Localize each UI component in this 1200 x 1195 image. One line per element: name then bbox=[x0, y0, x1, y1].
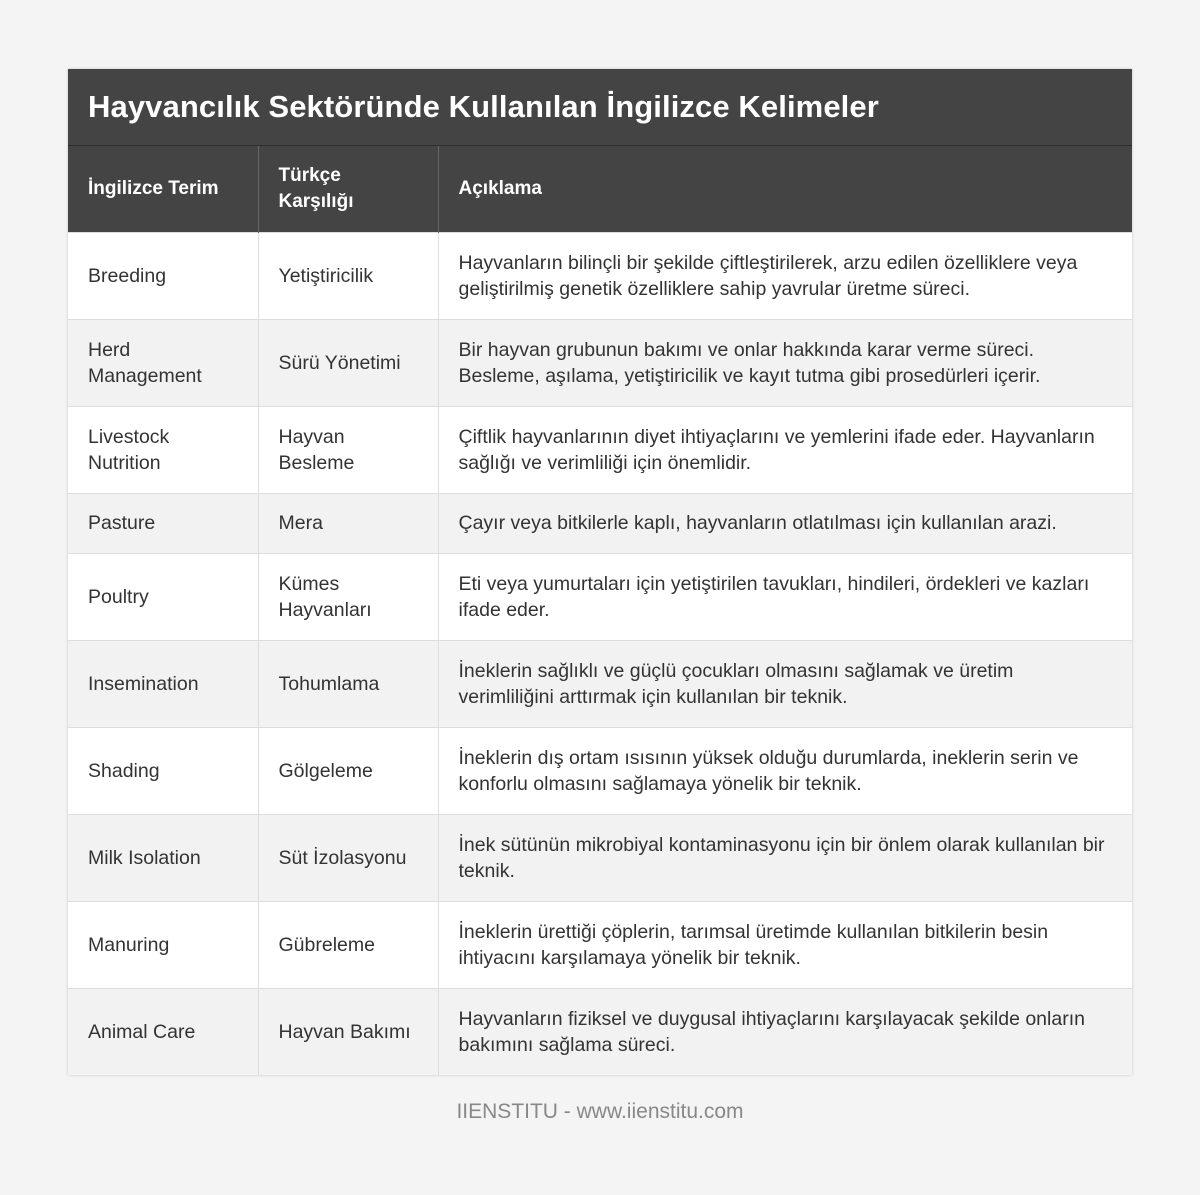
english-term-cell: Livestock Nutrition bbox=[68, 407, 258, 494]
english-term-cell: Pasture bbox=[68, 494, 258, 554]
table-row bbox=[68, 554, 1132, 641]
vocabulary-table bbox=[68, 146, 1132, 1075]
column-header-description: Açıklama bbox=[438, 146, 1132, 233]
column-header-turkish-equivalent: Türkçe Karşılığı bbox=[258, 146, 438, 233]
english-term-cell: Insemination bbox=[68, 641, 258, 728]
description-cell: Çayır veya bitkilerle kaplı, hayvanların otlatılması için kullanılan arazi. bbox=[438, 494, 1132, 554]
description-cell: Hayvanların fiziksel ve duygusal ihtiyaçlarını karşılayacak şekilde onların bakımını sağlama süreci. bbox=[438, 989, 1132, 1076]
description-cell: İneklerin dış ortam ısısının yüksek olduğu durumlarda, ineklerin serin ve konforlu olmasını sağlamaya yönelik bir teknik. bbox=[438, 728, 1132, 815]
table-row bbox=[68, 728, 1132, 815]
description-cell: Hayvanların bilinçli bir şekilde çiftleştirilerek, arzu edilen özelliklere veya geliştirilmiş genetik özelliklere sahip yavrular üretme süreci. bbox=[438, 233, 1132, 320]
english-term-cell: Breeding bbox=[68, 233, 258, 320]
turkish-term-cell: Kümes Hayvanları bbox=[258, 554, 438, 641]
english-term-cell: Herd Management bbox=[68, 320, 258, 407]
turkish-term-cell: Hayvan Bakımı bbox=[258, 989, 438, 1076]
table-row bbox=[68, 989, 1132, 1076]
english-term-cell: Poultry bbox=[68, 554, 258, 641]
turkish-term-cell: Sürü Yönetimi bbox=[258, 320, 438, 407]
table-row bbox=[68, 320, 1132, 407]
turkish-term-cell: Gübreleme bbox=[258, 902, 438, 989]
description-cell: İnek sütünün mikrobiyal kontaminasyonu için bir önlem olarak kullanılan bir teknik. bbox=[438, 815, 1132, 902]
english-term-cell: Shading bbox=[68, 728, 258, 815]
description-cell: Çiftlik hayvanlarının diyet ihtiyaçlarını ve yemlerini ifade eder. Hayvanların sağlığı ve verimliliği için önemlidir. bbox=[438, 407, 1132, 494]
description-cell: Eti veya yumurtaları için yetiştirilen tavukları, hindileri, ördekleri ve kazları ifade eder. bbox=[438, 554, 1132, 641]
table-row bbox=[68, 494, 1132, 554]
page-title: Hayvancılık Sektöründe Kullanılan İngilizce Kelimeler bbox=[88, 89, 879, 124]
turkish-term-cell: Tohumlama bbox=[258, 641, 438, 728]
turkish-term-cell: Süt İzolasyonu bbox=[258, 815, 438, 902]
table-row bbox=[68, 407, 1132, 494]
footer-credit: IIENSTITU - www.iienstitu.com bbox=[456, 1100, 744, 1123]
table-row bbox=[68, 641, 1132, 728]
english-term-cell: Animal Care bbox=[68, 989, 258, 1076]
table-row bbox=[68, 815, 1132, 902]
turkish-term-cell: Yetiştiricilik bbox=[258, 233, 438, 320]
table-row bbox=[68, 233, 1132, 320]
english-term-cell: Manuring bbox=[68, 902, 258, 989]
turkish-term-cell: Hayvan Besleme bbox=[258, 407, 438, 494]
column-header-english-term: İngilizce Terim bbox=[68, 146, 258, 233]
english-term-cell: Milk Isolation bbox=[68, 815, 258, 902]
vocabulary-card bbox=[68, 69, 1132, 1075]
description-cell: Bir hayvan grubunun bakımı ve onlar hakkında karar verme süreci. Besleme, aşılama, yetiştiricilik ve kayıt tutma gibi prosedürleri içerir. bbox=[438, 320, 1132, 407]
table-row bbox=[68, 902, 1132, 989]
title-bar bbox=[68, 69, 1132, 146]
turkish-term-cell: Gölgeleme bbox=[258, 728, 438, 815]
table-header-row bbox=[68, 146, 1132, 233]
description-cell: İneklerin ürettiği çöplerin, tarımsal üretimde kullanılan bitkilerin besin ihtiyacını karşılamaya yönelik bir teknik. bbox=[438, 902, 1132, 989]
turkish-term-cell: Mera bbox=[258, 494, 438, 554]
description-cell: İneklerin sağlıklı ve güçlü çocukları olmasını sağlamak ve üretim verimliliğini arttırmak için kullanılan bir teknik. bbox=[438, 641, 1132, 728]
